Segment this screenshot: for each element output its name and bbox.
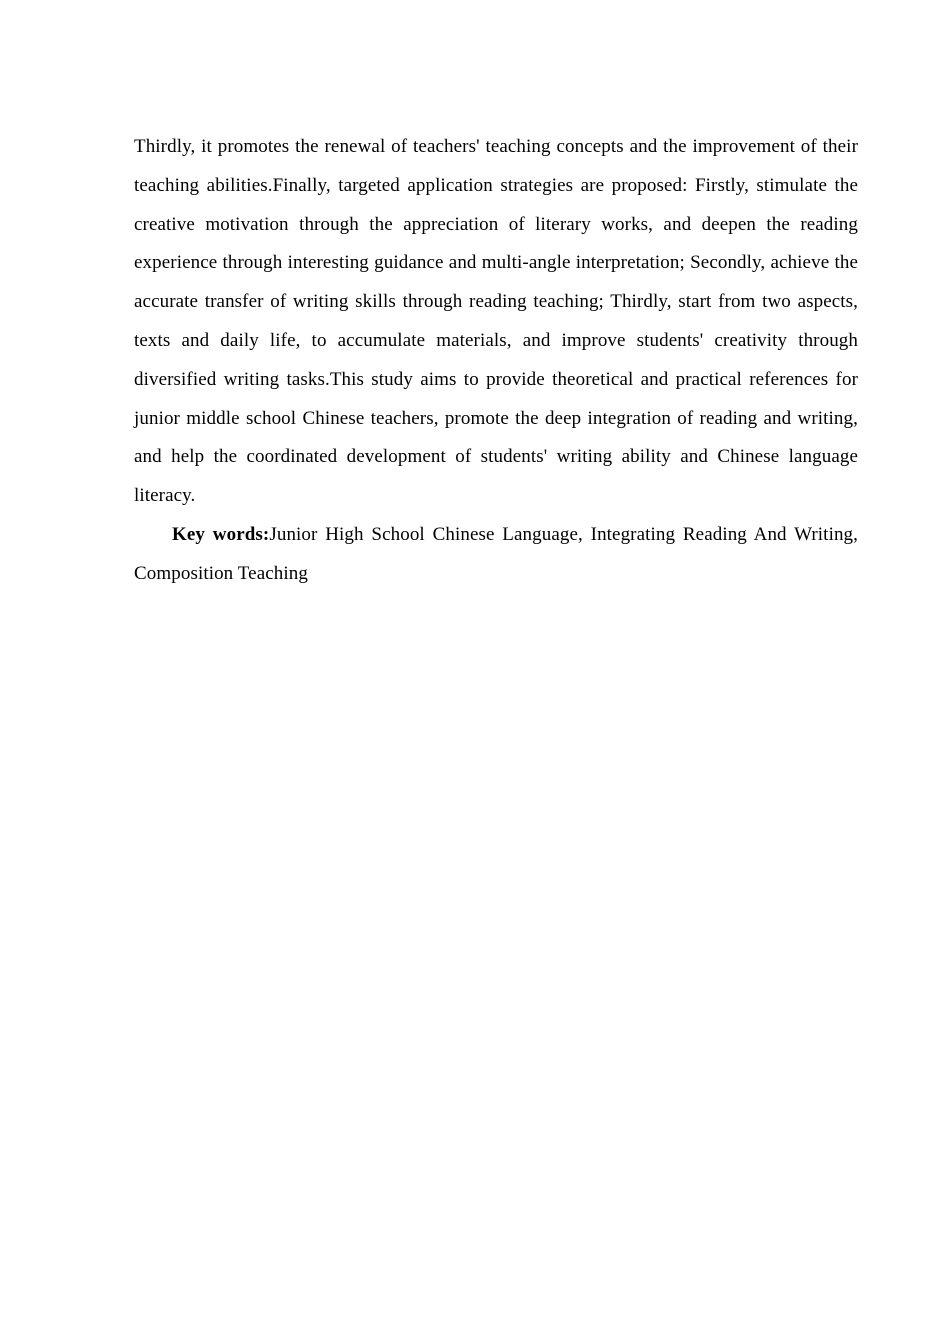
- abstract-text-line: creative motivation through the appreciation of literary works, and deepen the reading: [134, 213, 858, 235]
- keywords-label: Key words:: [172, 523, 270, 545]
- abstract-text-line: and help the coordinated development of students' writing ability and Chinese language: [134, 446, 858, 468]
- keywords-line: [134, 516, 858, 555]
- abstract-text-line: diversified writing tasks.This study aims to provide theoretical and practical references for: [134, 368, 858, 390]
- abstract-paragraph-last-line: literacy.: [134, 485, 196, 507]
- abstract-text-line: Thirdly, it promotes the renewal of teachers' teaching concepts and the improvement of their: [134, 136, 858, 157]
- abstract-text-block: [134, 128, 858, 594]
- abstract-text-line: experience through interesting guidance and multi-angle interpretation; Secondly, achieve the: [134, 252, 858, 274]
- abstract-text-line: accurate transfer of writing skills through reading teaching; Thirdly, start from two aspects,: [134, 291, 858, 313]
- abstract-text-line: texts and daily life, to accumulate materials, and improve students' creativity through: [134, 329, 858, 351]
- keywords-text: Junior High School Chinese Language, Integrating Reading And Writing,: [269, 523, 858, 545]
- abstract-text-line: junior middle school Chinese teachers, promote the deep integration of reading and writing,: [134, 407, 858, 429]
- keywords-continuation-line: Composition Teaching: [134, 562, 308, 584]
- abstract-text-line: teaching abilities.Finally, targeted application strategies are proposed: Firstly, stimulate the: [134, 174, 858, 196]
